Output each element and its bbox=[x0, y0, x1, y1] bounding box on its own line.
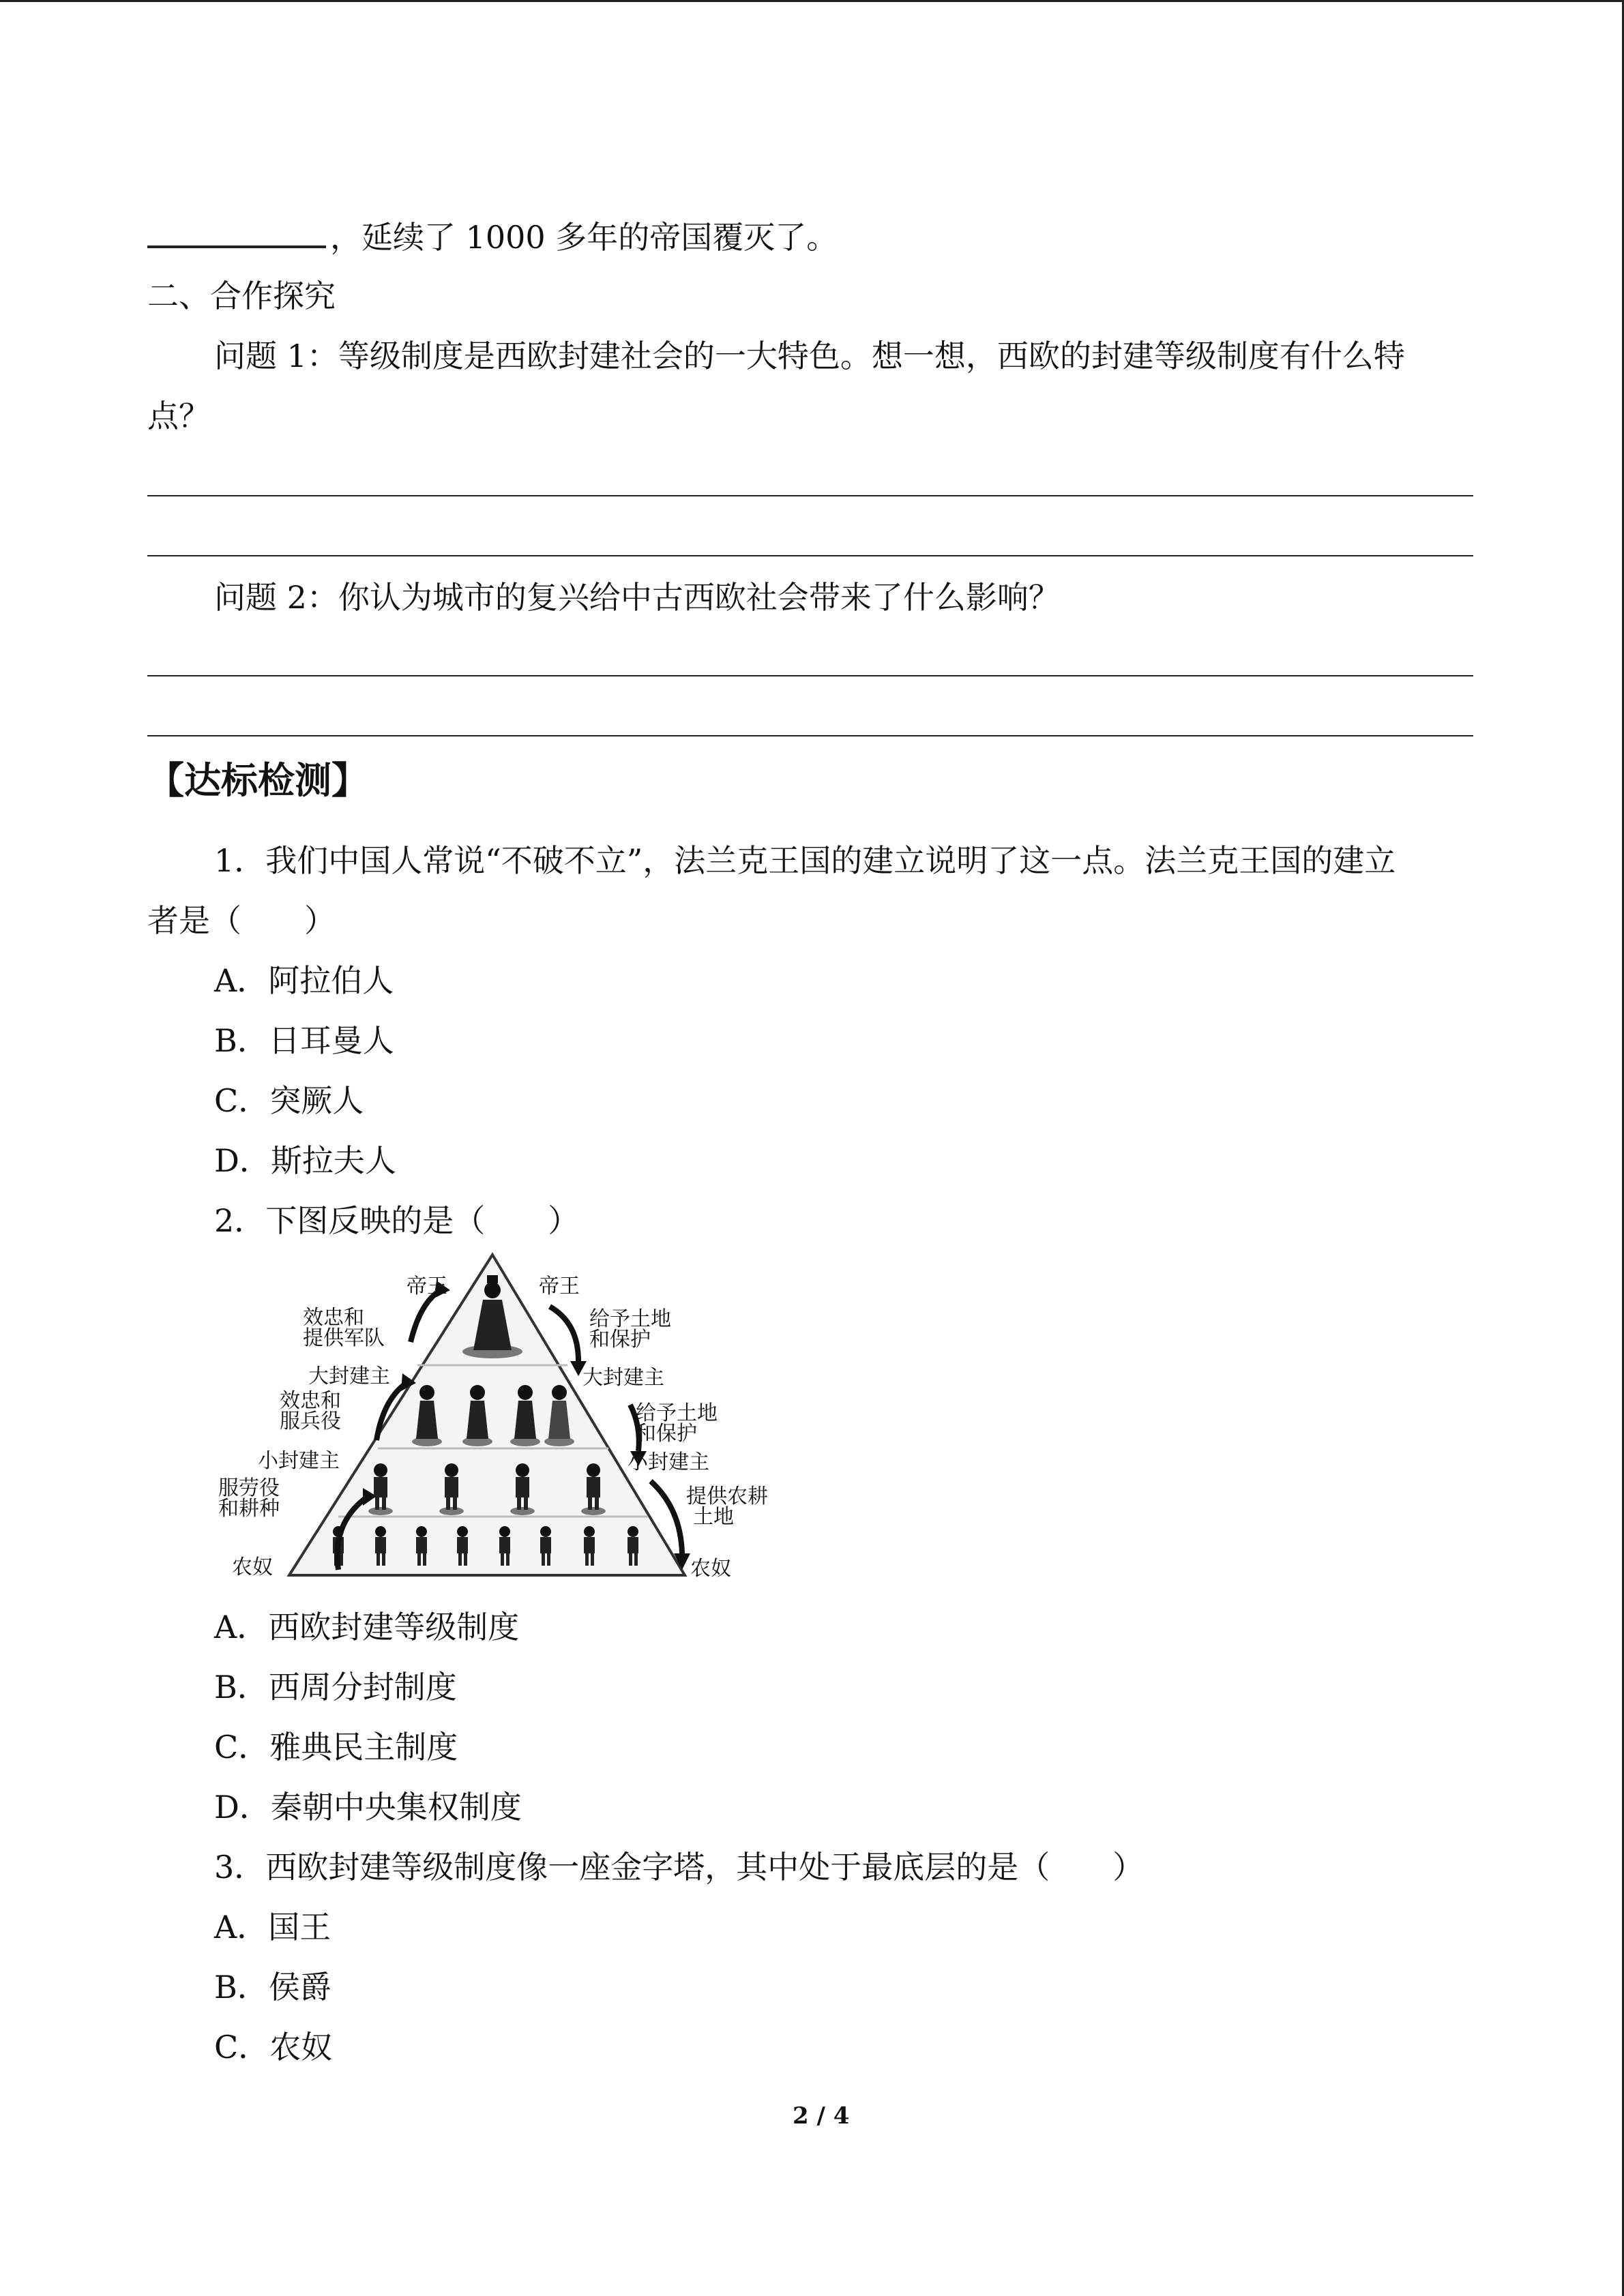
q1-stem-line1: 1．我们中国人常说“不破不立”，法兰克王国的建立说明了这一点。法兰克王国的建立 bbox=[214, 842, 1396, 879]
left-label-small-lord: 小封建主 bbox=[258, 1449, 340, 1473]
q3-stem: 3．西欧封建等级制度像一座金字塔，其中处于最底层的是（ ） bbox=[214, 1849, 1145, 1885]
q1-stem-line2: 者是（ ） bbox=[147, 902, 336, 939]
question1-line1: 问题 1：等级制度是西欧封建社会的一大特色。想一想，西欧的封建等级制度有什么特 bbox=[214, 338, 1405, 374]
right-label-small-lord: 小封建主 bbox=[628, 1450, 709, 1474]
right-label-farmland: 土地 bbox=[693, 1505, 734, 1529]
q1-option-a[interactable]: A．阿拉伯人 bbox=[214, 962, 394, 999]
q1-option-b[interactable]: B．日耳曼人 bbox=[214, 1022, 394, 1059]
right-label-grant-land: 和保护 bbox=[589, 1328, 651, 1352]
answer-line[interactable] bbox=[147, 555, 1473, 556]
right-label-farmland: 提供农耕 bbox=[686, 1485, 768, 1508]
check-heading: 【达标检测】 bbox=[147, 759, 368, 802]
right-label-great-lord: 大封建主 bbox=[582, 1366, 664, 1390]
left-label-great-lord: 大封建主 bbox=[308, 1365, 390, 1388]
left-label-loyalty-army: 提供军队 bbox=[303, 1326, 385, 1350]
left-label-labor: 和耕种 bbox=[218, 1497, 280, 1521]
q1-option-c[interactable]: C．突厥人 bbox=[214, 1082, 364, 1119]
q3-option-c[interactable]: C．农奴 bbox=[214, 2029, 333, 2066]
question1-line2: 点？ bbox=[147, 398, 210, 434]
right-label-grant-land: 给予土地 bbox=[636, 1401, 718, 1425]
answer-line[interactable] bbox=[147, 495, 1473, 496]
q1-option-d[interactable]: D．斯拉夫人 bbox=[214, 1142, 396, 1179]
q2-option-c[interactable]: C．雅典民主制度 bbox=[214, 1729, 458, 1765]
right-label-grant-land: 给予土地 bbox=[589, 1307, 671, 1331]
q2-stem: 2．下图反映的是（ ） bbox=[214, 1202, 580, 1239]
right-label-serf: 农奴 bbox=[690, 1557, 731, 1581]
right-label-king: 帝王 bbox=[539, 1274, 580, 1298]
left-label-loyalty-service: 服兵役 bbox=[280, 1410, 341, 1433]
page-top-border bbox=[0, 0, 1624, 2]
fill-in-sentence bbox=[147, 215, 838, 258]
left-label-king: 帝王 bbox=[407, 1274, 447, 1298]
q2-option-a[interactable]: A．西欧封建等级制度 bbox=[214, 1609, 520, 1645]
left-label-labor: 服劳役 bbox=[218, 1476, 280, 1500]
left-label-loyalty-army: 效忠和 bbox=[303, 1306, 364, 1330]
question2-text: 问题 2：你认为城市的复兴给中古西欧社会带来了什么影响？ bbox=[214, 579, 1060, 616]
answer-line[interactable] bbox=[147, 675, 1473, 676]
page-number: 2 / 4 bbox=[793, 2102, 850, 2130]
fill-in-text: ，延续了 1000 多年的帝国覆灭了。 bbox=[330, 219, 838, 256]
feudal-hierarchy-pyramid-diagram bbox=[205, 1249, 791, 1585]
q2-option-b[interactable]: B．西周分封制度 bbox=[214, 1669, 457, 1705]
answer-line[interactable] bbox=[147, 735, 1473, 736]
q3-option-b[interactable]: B．侯爵 bbox=[214, 1969, 331, 2006]
left-label-loyalty-service: 效忠和 bbox=[280, 1389, 341, 1413]
answer-blank[interactable] bbox=[147, 215, 326, 248]
section-title: 二、合作探究 bbox=[147, 278, 336, 314]
q2-option-d[interactable]: D．秦朝中央集权制度 bbox=[214, 1789, 522, 1825]
left-label-serf: 农奴 bbox=[232, 1555, 273, 1579]
right-label-grant-land: 和保护 bbox=[636, 1422, 697, 1446]
q3-option-a[interactable]: A．国王 bbox=[214, 1909, 331, 1945]
